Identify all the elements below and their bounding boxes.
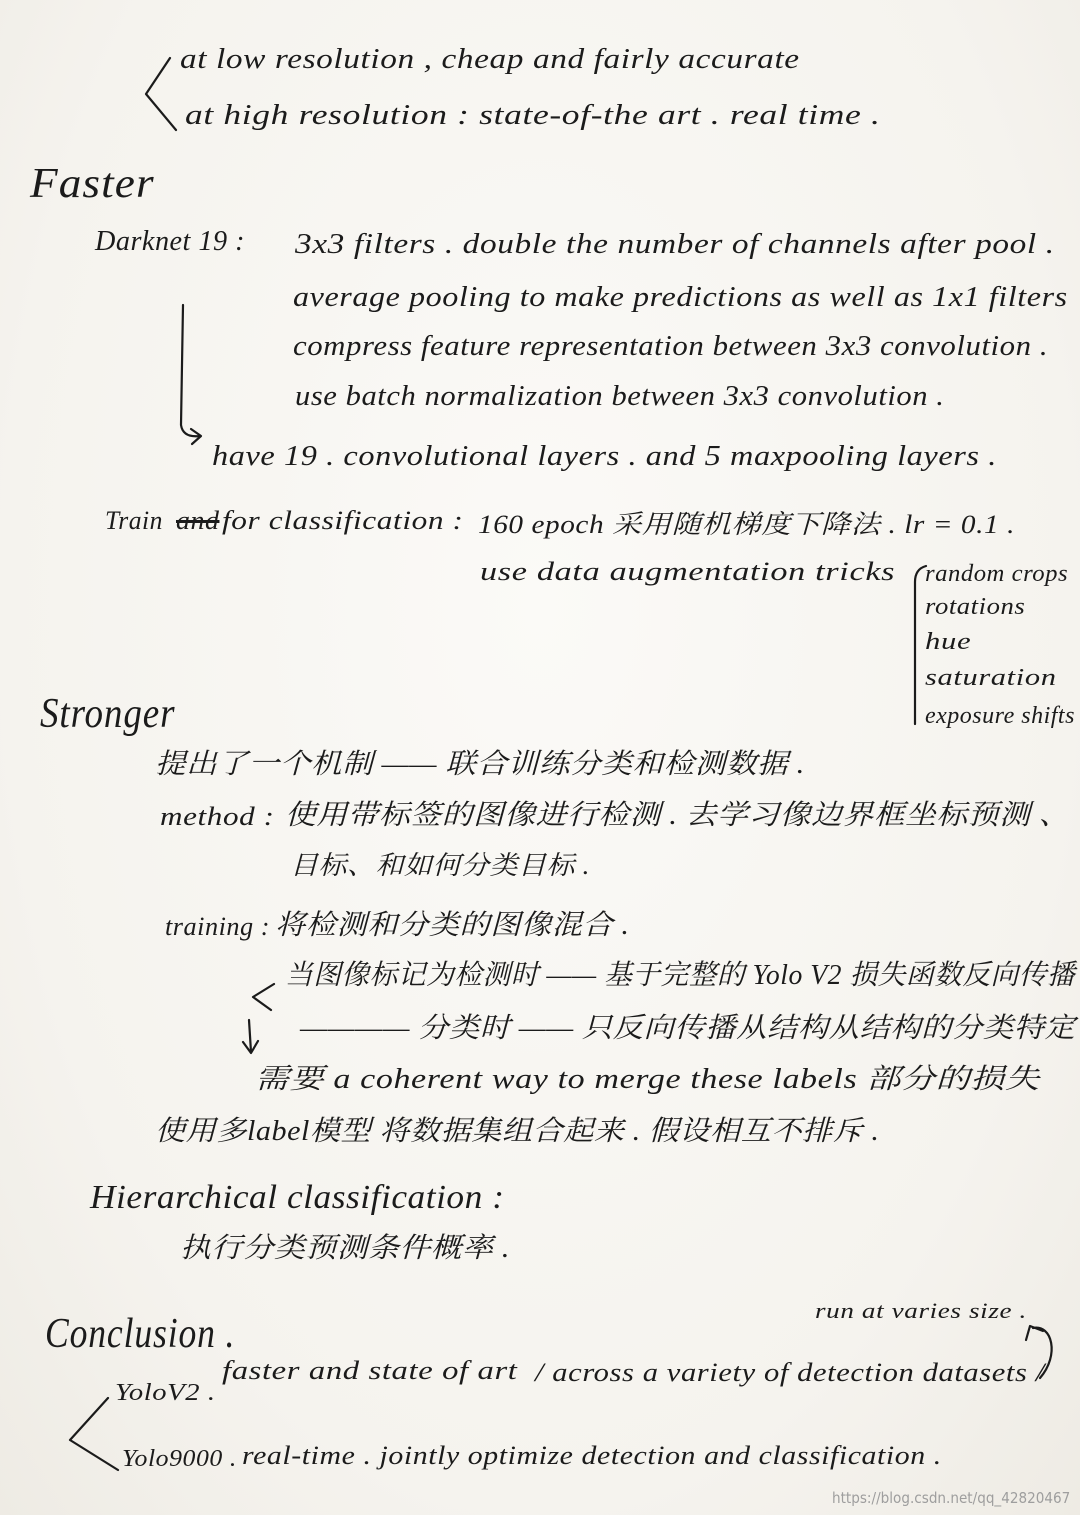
- darknet-point: compress feature representation between 3x3 convolution .: [293, 331, 1049, 362]
- hierarchical-heading: Hierarchical classification :: [90, 1179, 505, 1216]
- train-label-rest: for classification :: [222, 506, 464, 535]
- darknet-point: average pooling to make predictions as well as 1x1 filters: [293, 282, 1068, 313]
- resolution-bracket-icon: [146, 58, 176, 130]
- low-resolution-note: at low resolution , cheap and fairly accurate: [180, 44, 800, 75]
- merge-note: 需要 a coherent way to merge these labels 部分的损失: [255, 1064, 1040, 1095]
- yolov2-label: YoloV2 .: [115, 1380, 216, 1406]
- conclusion-bracket-icon: [70, 1398, 118, 1470]
- method-label: method :: [160, 802, 275, 831]
- faster-heading: Faster: [30, 161, 155, 207]
- augmentation-item: exposure shifts: [925, 703, 1075, 729]
- method-line: 目标、和如何分类目标 .: [290, 851, 591, 880]
- multilabel-note: 使用多label模型 将数据集组合起来 . 假设相互不排斥 .: [155, 1116, 880, 1147]
- yolov2-text: faster and state of art: [222, 1356, 518, 1385]
- train-label: Train: [105, 506, 163, 535]
- stronger-heading: Stronger: [40, 691, 176, 737]
- mechanism-note: 提出了一个机制 —— 联合训练分类和检测数据 .: [155, 749, 805, 780]
- conclusion-side-note: run at varies size .: [815, 1298, 1027, 1323]
- training-bracket-icon: [253, 984, 274, 1010]
- hierarchical-detail: 执行分类预测条件概率 .: [180, 1233, 511, 1264]
- darknet-point: use batch normalization between 3x3 convolution .: [295, 381, 945, 412]
- curved-arrow-head-icon: [1026, 1326, 1043, 1340]
- yolo9000-label: Yolo9000 .: [122, 1446, 237, 1472]
- training-text: 将检测和分类的图像混合 .: [275, 910, 630, 941]
- darknet-point: 3x3 filters . double the number of channels after pool .: [295, 229, 1055, 260]
- yolo9000-text: real-time . jointly optimize detection and classification .: [242, 1441, 942, 1470]
- down-arrow-head-icon: [243, 1041, 258, 1053]
- augmentation-item: saturation: [925, 665, 1057, 691]
- training-case: 当图像标记为检测时 —— 基于完整的 Yolo V2 损失函数反向传播: [285, 960, 1076, 991]
- watermark: https://blog.csdn.net/qq_42820467: [832, 1489, 1071, 1507]
- darknet-label: Darknet 19 :: [95, 226, 246, 257]
- training-label: training :: [165, 912, 270, 941]
- darknet-arrow-head-icon: [191, 429, 201, 444]
- darknet-arrow-line-icon: [181, 305, 200, 436]
- yolov2-text-2: / across a variety of detection datasets /: [535, 1358, 1045, 1387]
- conclusion-heading: Conclusion .: [45, 1311, 236, 1357]
- augmentation-item: random crops: [925, 561, 1069, 587]
- high-resolution-note: at high resolution : state-of-the art . real time .: [185, 100, 881, 131]
- augmentation-item: rotations: [925, 594, 1026, 620]
- augmentation-item: hue: [925, 629, 972, 655]
- method-line: 使用带标签的图像进行检测 . 去学习像边界框坐标预测 、: [285, 800, 1071, 831]
- train-struck-word: and: [176, 506, 220, 535]
- darknet-summary: have 19 . convolutional layers . and 5 maxpooling layers .: [212, 441, 997, 472]
- train-detail: 160 epoch 采用随机梯度下降法 . lr = 0.1 .: [478, 510, 1015, 539]
- training-case: ———— 分类时 —— 只反向传播从结构从结构的分类特定: [300, 1013, 1076, 1044]
- down-arrow-icon: [249, 1020, 251, 1052]
- augmentation-label: use data augmentation tricks: [480, 557, 896, 586]
